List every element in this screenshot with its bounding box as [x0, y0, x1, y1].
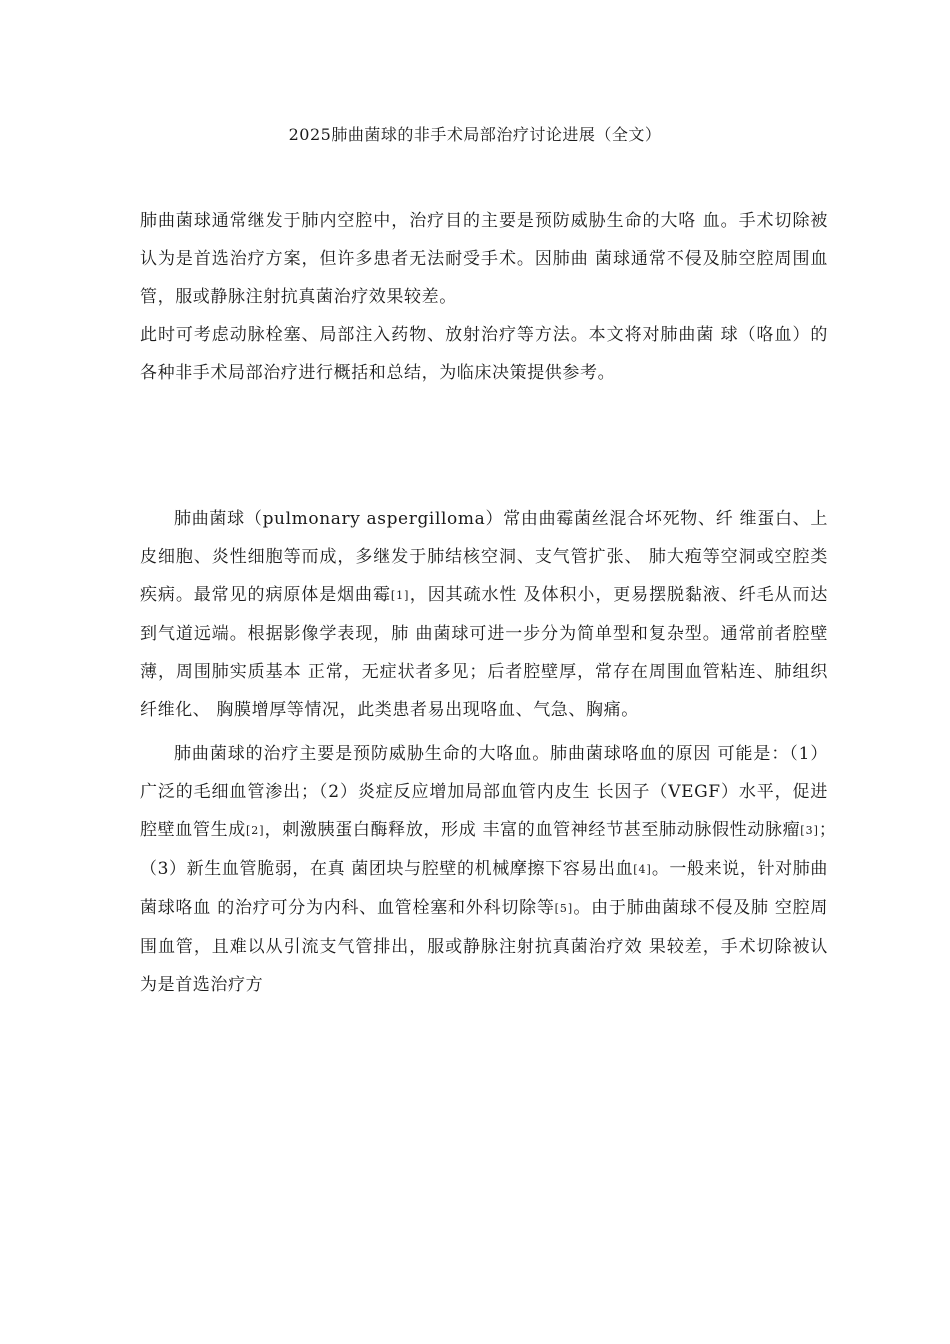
body-text: 。由于肺曲菌球不侵及肺 空腔周围血管，且难以从引流支气管排出，服或静脉注射抗真菌治疗效 果较差，手术切除被认为是首选治疗方	[140, 898, 829, 995]
body-text: 肺曲菌球的治疗主要是预防威胁生命的大咯血。肺曲菌球咯血的原因 可能是：（1）广泛的毛细血管渗出；（2）炎症反应增加局部血管内皮生 长因子（VEGF）水平，促进腔壁血管生成	[140, 744, 828, 840]
reference-marker: [3]	[800, 824, 819, 837]
body-text: ，刺激胰蛋白酶释放，形成 丰富的血管神经节甚至肺动脉假性动脉瘤	[264, 820, 801, 840]
abstract-paragraph-1: 肺曲菌球通常继发于肺内空腔中，治疗目的主要是预防威胁生命的大咯 血。手术切除被认为是首选治疗方案，但许多患者无法耐受手术。因肺曲 菌球通常不侵及肺空腔周围血管，服或静脉注射抗真菌治疗效果较差。	[140, 211, 828, 307]
body-text: ； （3）新生血管脆弱，在真 菌团块与腔壁的机械摩擦下容易出血	[140, 820, 846, 879]
abstract-paragraph-2: 此时可考虑动脉栓塞、局部注入药物、放射治疗等方法。本文将对肺曲菌 球（咯血）的各种非手术局部治疗进行概括和总结，为临床决策提供参考。	[140, 325, 828, 383]
reference-marker: [1]	[390, 589, 410, 602]
body-paragraph-1	[140, 500, 828, 729]
abstract-section	[140, 202, 828, 392]
body-paragraph-2	[140, 735, 846, 1004]
body-section	[140, 500, 846, 1004]
document-title: 2025肺曲菌球的非手术局部治疗讨论进展（全文）	[288, 125, 662, 144]
reference-marker: [4]	[633, 863, 652, 876]
body-text: 肺曲菌球（pulmonary aspergilloma）常由曲霉菌丝混合坏死物、纤 维蛋白、上皮细胞、炎性细胞等而成，多继发于肺结核空洞、支气管扩张、 肺大疱等空洞或空腔类疾病。最常见的病原体是烟曲霉	[140, 509, 828, 605]
body-text: ，因其疏水性 及体积小，更易摆脱黏液、纤毛从而达到气道远端。根据影像学表现，肺 曲菌球可进一步分为简单型和复杂型。通常前者腔壁薄，周围肺实质基本 正常，无症状者多见；后者腔壁厚，常存在周围血管粘连、肺组织纤维化、 胸膜增厚等情况，此类患者易出现咯血、气急、胸痛。	[140, 585, 828, 720]
body-text: 。一般来说，针对肺曲菌球咯血 的治疗可分为内科、血管栓塞和外科切除等	[140, 859, 828, 918]
reference-marker: [2]	[245, 824, 265, 837]
reference-marker: [5]	[554, 902, 574, 915]
